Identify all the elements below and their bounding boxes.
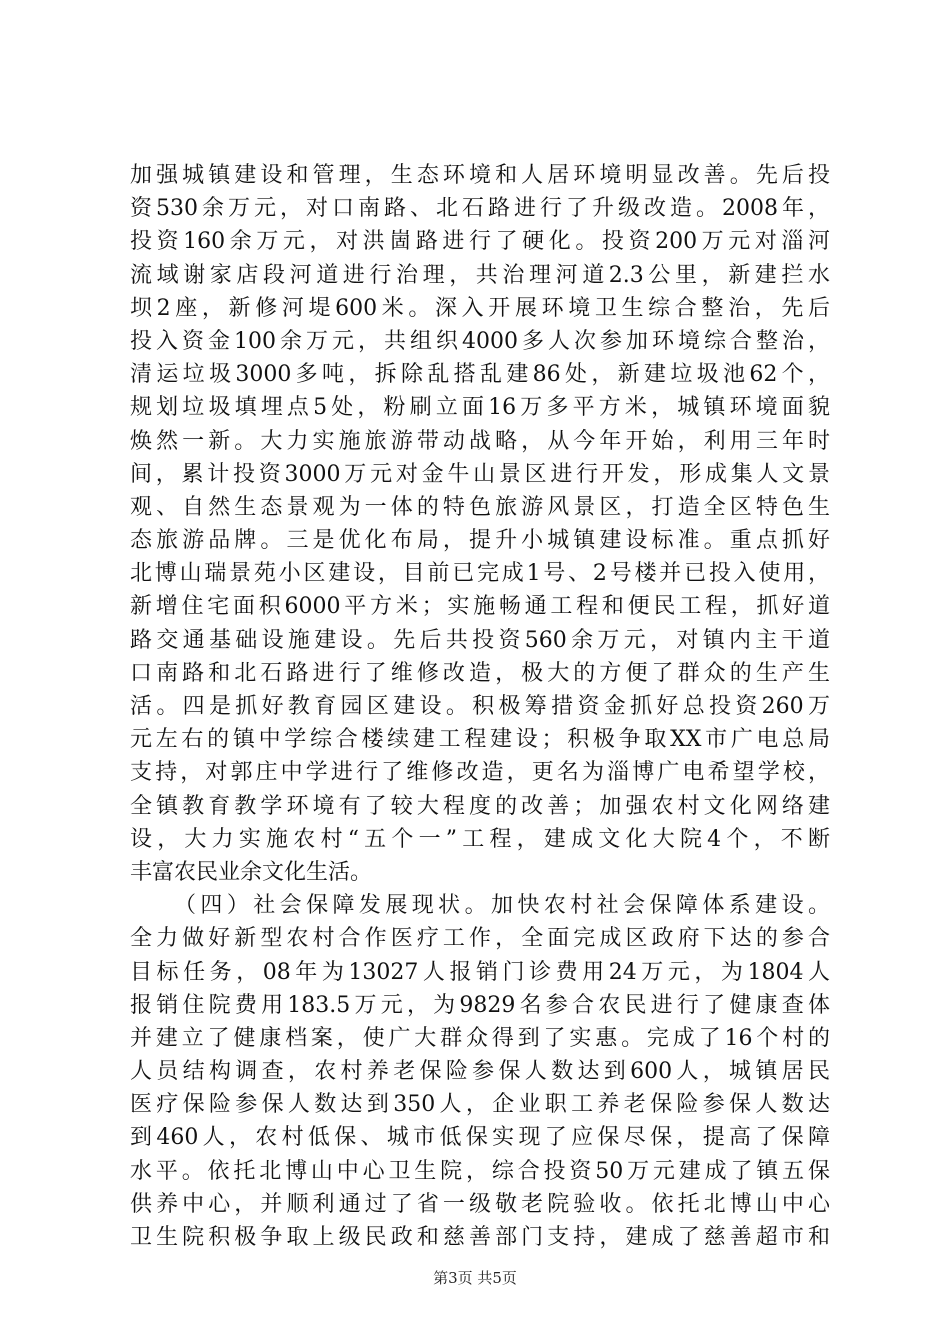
text-line: 支持，对郭庄中学进行了维修改造，更名为淄博广电希望学校， xyxy=(130,760,830,786)
text-line: 水平。依托北博山中心卫生院，综合投资50万元建成了镇五保 xyxy=(130,1158,830,1184)
text-line: 投入资金100余万元，共组织4000多人次参加环境综合整治， xyxy=(130,328,830,354)
text-line: 资530余万元，对口南路、北石路进行了升级改造。2008年， xyxy=(130,196,830,222)
text-line: 北博山瑞景苑小区建设，目前已完成1号、2号楼并已投入使用， xyxy=(130,561,830,587)
text-line: 目标任务，08年为13027人报销门诊费用24万元，为1804人 xyxy=(130,959,830,985)
page-number-footer: 第3页 共5页 xyxy=(433,1269,517,1287)
text-line: 并建立了健康档案，使广大群众得到了实惠。完成了16个村的 xyxy=(130,1025,830,1051)
text-line: 到460人，农村低保、城市低保实现了应保尽保，提高了保障 xyxy=(130,1125,830,1151)
text-line: 医疗保险参保人数达到350人，企业职工养老保险参保人数达 xyxy=(130,1092,830,1118)
text-line: 路交通基础设施建设。先后共投资560余万元，对镇内主干道 xyxy=(130,627,830,653)
text-line: 元左右的镇中学综合楼续建工程建设；积极争取XX市广电总局 xyxy=(130,727,830,753)
text-line: 新增住宅面积6000平方米；实施畅通工程和便民工程，抓好道 xyxy=(130,594,830,620)
text-line: 观、自然生态景观为一体的特色旅游风景区，打造全区特色生 xyxy=(130,494,830,520)
text-line: 供养中心，并顺利通过了省一级敬老院验收。依托北博山中心 xyxy=(130,1191,830,1217)
text-line: 流域谢家店段河道进行治理，共治理河道2.3公里，新建拦水 xyxy=(130,262,830,288)
text-line: 态旅游品牌。三是优化布局，提升小城镇建设标准。重点抓好 xyxy=(130,528,830,554)
text-line: 规划垃圾填埋点5处，粉刷立面16万多平方米，城镇环境面貌 xyxy=(130,395,830,421)
text-line: 清运垃圾3000多吨，拆除乱搭乱建86处，新建垃圾池62个， xyxy=(130,362,830,388)
text-line: 焕然一新。大力实施旅游带动战略，从今年开始，利用三年时 xyxy=(130,428,830,454)
section-heading-line: （四）社会保障发展现状。加快农村社会保障体系建设。 xyxy=(174,893,830,919)
text-line: 卫生院积极争取上级民政和慈善部门支持，建成了慈善超市和 xyxy=(130,1225,830,1250)
text-line: 全力做好新型农村合作医疗工作，全面完成区政府下达的参合 xyxy=(130,926,830,952)
text-line: 丰富农民业余文化生活。 xyxy=(130,859,373,885)
text-line: 设，大力实施农村“五个一”工程，建成文化大院4个，不断 xyxy=(130,826,830,852)
text-line: 活。四是抓好教育园区建设。积极筹措资金抓好总投资260万 xyxy=(130,694,830,719)
body-text xyxy=(130,159,830,1254)
text-line: 间，累计投资3000万元对金牛山景区进行开发，形成集人文景 xyxy=(130,461,830,487)
text-line: 投资160余万元，对洪崮路进行了硬化。投资200万元对淄河 xyxy=(130,229,830,255)
text-line: 坝2座，新修河堤600米。深入开展环境卫生综合整治，先后 xyxy=(130,295,830,321)
text-line: 人员结构调查，农村养老保险参保人数达到600人，城镇居民 xyxy=(130,1059,830,1085)
text-line: 报销住院费用183.5万元，为9829名参合农民进行了健康查体 xyxy=(130,992,830,1018)
text-line: 加强城镇建设和管理，生态环境和人居环境明显改善。先后投 xyxy=(130,163,830,188)
text-line: 口南路和北石路进行了维修改造，极大的方便了群众的生产生 xyxy=(130,660,830,686)
text-line: 全镇教育教学环境有了较大程度的改善；加强农村文化网络建 xyxy=(130,793,830,819)
